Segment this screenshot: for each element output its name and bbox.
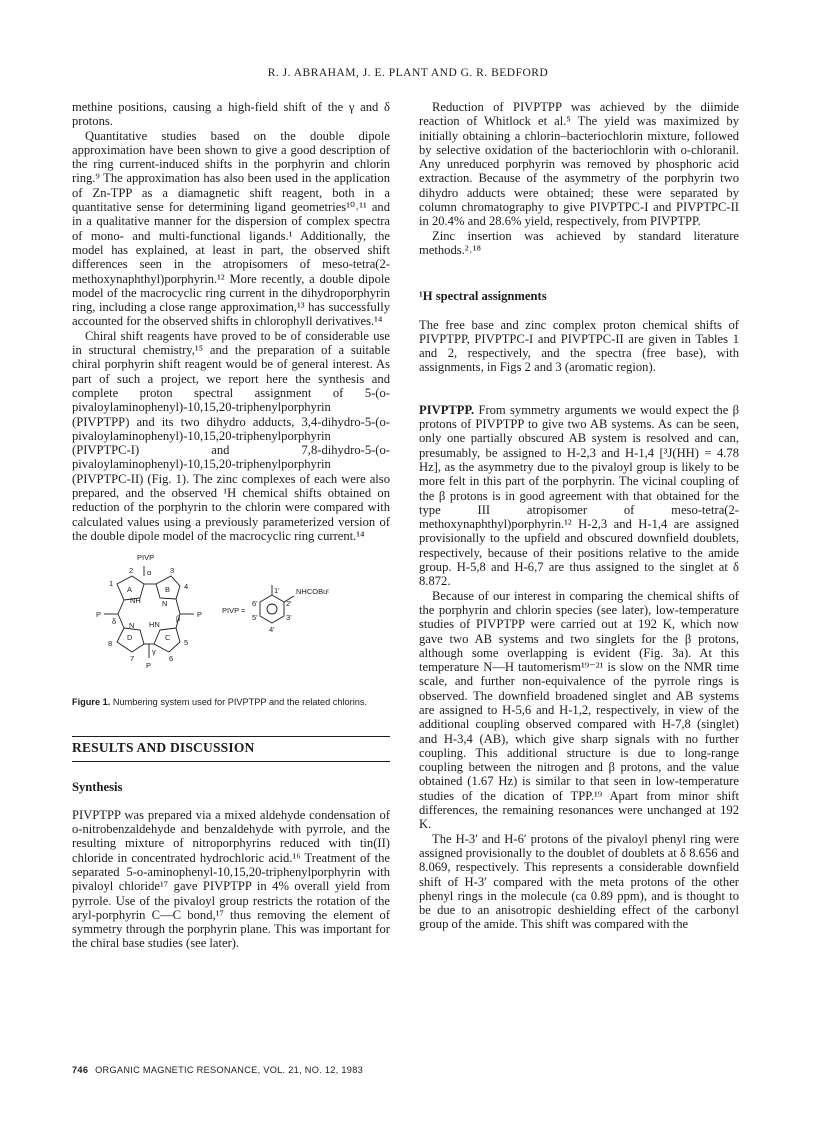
- label-pos-delta: δ: [112, 617, 117, 627]
- results-heading: RESULTS AND DISCUSSION: [72, 740, 255, 756]
- paragraph: methine positions, causing a high-field shift of the γ and δ protons.: [72, 100, 390, 129]
- section-rule-bottom: [72, 761, 390, 762]
- label-ph-6p: 6': [252, 599, 258, 609]
- label-n-d: N: [129, 621, 135, 631]
- label-ph-1p: 1': [274, 586, 280, 596]
- page-footer: [72, 1065, 363, 1075]
- right-column: [419, 100, 739, 932]
- journal-citation: ORGANIC MAGNETIC RESONANCE, VOL. 21, NO. 12, 1983: [95, 1065, 364, 1075]
- label-pos-3: 3: [170, 566, 175, 576]
- label-hn-c: HN: [149, 620, 160, 630]
- label-ring-b: B: [165, 585, 171, 595]
- label-pos-2: 2: [129, 566, 134, 576]
- label-pos-gamma: γ: [152, 647, 156, 657]
- porphyrin-structure-diagram: [72, 548, 390, 693]
- paragraph: Chiral shift reagents have proved to be of considerable use in structural chemistry,¹⁵ and the preparation of a suitable chiral porphyrin shift reagent would be of general interest. As part of such a project, we report here the synthesis and complete proton spectral assignment of 5-(o-pivaloylaminophenyl)-10,15,20-triphenylporphyrin (PIVPTPP) and its two dihydro adducts, 3,4-dihydro-5-(o-pivaloylaminophenyl)-10,15,20-triphenylporphyrin (PIVPTPC-I) and 7,8-dihydro-5-(o-pivaloylaminophenyl)-10,15,20-triphenylporphyrin (PIVPTPC-II) (Fig. 1). The zinc complexes of each were also prepared, and the observed ¹H chemical shifts obtained on reduction of the porphyrin to the chlorin were compared with calculated values using a previously parameterized version of the double dipole model of the macrocyclic ring current.¹⁴: [72, 328, 390, 543]
- label-p-left: P: [96, 610, 102, 620]
- paragraph: [419, 403, 739, 589]
- label-pos-1: 1: [109, 579, 114, 589]
- running-head: R. J. ABRAHAM, J. E. PLANT AND G. R. BEDFORD: [267, 67, 549, 79]
- synthesis-heading: Synthesis: [72, 779, 123, 794]
- label-nhcobu: NHCOBuᵗ: [296, 587, 329, 597]
- label-p-bottom: P: [146, 661, 152, 671]
- figure-caption-label: Figure 1.: [72, 697, 111, 708]
- figure-1: [72, 548, 390, 693]
- paragraph: The H-3′ and H-6′ protons of the pivaloyl phenyl ring were assigned provisionally to the doublet of doublets at δ 8.656 and 8.069, respectively. This represents a considerable downfield shift of H-3′ compared with the meta protons of the other phenyl rings in the molecule (ca 0.89 ppm), and is thought to be due to an anisotropic deshielding effect of the carbonyl group of the amide. This shift was compared with the: [419, 831, 739, 932]
- label-pos-4: 4: [184, 582, 189, 592]
- run-in-heading: PIVPTPP.: [419, 402, 475, 417]
- diagram-labels: [96, 553, 329, 670]
- label-ph-4p: 4': [269, 625, 275, 635]
- page-number: 746: [72, 1065, 89, 1075]
- label-pos-8: 8: [108, 639, 113, 649]
- label-pivp-top: PIVP: [137, 553, 155, 563]
- section-rule-top: [72, 736, 390, 737]
- label-pos-alpha: α: [147, 568, 152, 578]
- label-pos-beta: β: [176, 614, 181, 624]
- paragraph: Quantitative studies based on the double dipole approximation have been shown to give a good description of the ring current-induced shifts in the porphyrin and chlorin ring.⁹ The approximation has also been used in the application of Zn-TPP as a diamagnetic shift reagent, both in a quantitative sense for determining ligand geometries¹⁰˒¹¹ and in a qualitative manner for the dispersion of complex spectra of mono- and multi-functional ligands.¹ Additionally, the model has explained, at least in part, the observed shift differences seen in the atropisomers of meso-tetra(2-methoxynaphthyl)porphyrin.¹² More recently, a double dipole model of the macrocyclic ring current in the dihydroporphyrin ring, including a close range approximation,¹³ has successfully accounted for the observed shifts in chlorophyll derivatives.¹⁴: [72, 128, 390, 329]
- label-ph-3p: 3': [286, 613, 292, 623]
- label-pos-6: 6: [169, 654, 174, 664]
- label-ph-5p: 5': [252, 613, 258, 623]
- label-pos-5: 5: [184, 638, 189, 648]
- paragraph-text: From symmetry arguments we would expect the β protons of PIVPTPP to give two AB systems. As can be seen, only one partially obscured AB system is resolved and can, presumably, be assigned to H-2,3 and H-1,4 [³J(HH) = 4.78 Hz], as the asymmetry due to the pivaloyl group is likely to be more felt in this part of the porphyrin. The vicinal coupling of the β protons is in good agreement with that obtained for the type III atropisomer of meso-tetra(2-methoxynaphthyl)porphyrin.¹² H-2,3 and H-1,4 are assigned provisionally to the upfield and obscured downfield doublets, respectively, because of their positions relative to the amide group. H-5,8 and H-6,7 are thus assigned to the singlet at δ 8.872.: [419, 402, 739, 589]
- paragraph: PIVPTPP was prepared via a mixed aldehyde condensation of o-nitrobenzaldehyde and benzaldehyde with pyrrole, and the resulting mixture of nitroporphyrins reduced with tin(II) chloride in concentrated hydrochloric acid.¹⁶ Treatment of the separated 5-o-aminophenyl-10,15,20-triphenylporphyrin with pivaloyl chloride¹⁷ gave PIVPTPP in 4% overall yield from pyrrole. Use of the pivaloyl group restricts the rotation of the aryl-porphyrin C—C bond,¹⁷ thus removing the element of symmetry through the porphyrin plane. This was important for the chiral base studies (see later).: [72, 807, 390, 951]
- paragraph: Zinc insertion was achieved by standard literature methods.²˒¹⁸: [419, 228, 739, 257]
- label-n-b: N: [162, 599, 168, 609]
- paragraph: The free base and zinc complex proton chemical shifts of PIVPTPP, PIVPTPC-I and PIVPTPC-II are given in Tables 1 and 2, respectively, and the spectra (free base), with assignments, in Figs 2 and 3 (aromatic region).: [419, 317, 739, 375]
- label-p-right: P: [197, 610, 203, 620]
- label-nh-a: NH: [130, 596, 141, 606]
- label-ring-a: A: [127, 585, 133, 595]
- label-pivp-eq: PIVP =: [222, 606, 246, 616]
- label-ring-d: D: [127, 633, 133, 643]
- label-ring-c: C: [165, 633, 171, 643]
- paragraph: Because of our interest in comparing the chemical shifts of the porphyrin and chlorin species (see later), low-temperature studies of PIVPTPP were carried out at 192 K, which now gave two AB systems and two singlets for the β protons, although some overlapping is evident (Fig. 3a). At this temperature N—H tautomerism¹⁹⁻²¹ is slow on the NMR time scale, and further non-equivalence of the pyrrole rings is observed. The downfield broadened singlet and AB systems are assigned to H-5,6 and H-1,2, respectively, in view of the additional coupling observed compared with H-7,8 (singlet) and H-3,4 (AB), which give sharp signals with no further coupling. This additional structure is due to long-range coupling between the nitrogen and β protons, and the value obtained (1.67 Hz) is similar to that seen in low-temperature studies of the dication of TPP.¹⁹ Apart from minor shift differences, the remaining resonances were unchanged at 192 K.: [419, 588, 739, 832]
- left-column: [72, 100, 390, 951]
- label-pos-7: 7: [130, 654, 135, 664]
- paragraph: Reduction of PIVPTPP was achieved by the diimide reaction of Whitlock et al.⁵ The yield was maximized by initially obtaining a chlorin–bacteriochlorin mixture, followed by selective oxidation of the bacteriochlorin with o-chloranil. Any unreduced porphyrin was removed by phosphoric acid extraction. Because of the asymmetry of the porphyrin two dihydro adducts were obtained; these were separated by column chromatography to give PIVPTPC-I and PIVPTPC-II in 20.4% and 28.6% yield, respectively, from PIVPTPP.: [419, 100, 739, 229]
- figure-caption-text: Numbering system used for PIVPTPP and the related chlorins.: [112, 697, 368, 708]
- spectral-assignments-heading: ¹H spectral assignments: [419, 289, 547, 304]
- figure-caption: [72, 697, 390, 708]
- label-ph-2p: 2': [286, 599, 292, 609]
